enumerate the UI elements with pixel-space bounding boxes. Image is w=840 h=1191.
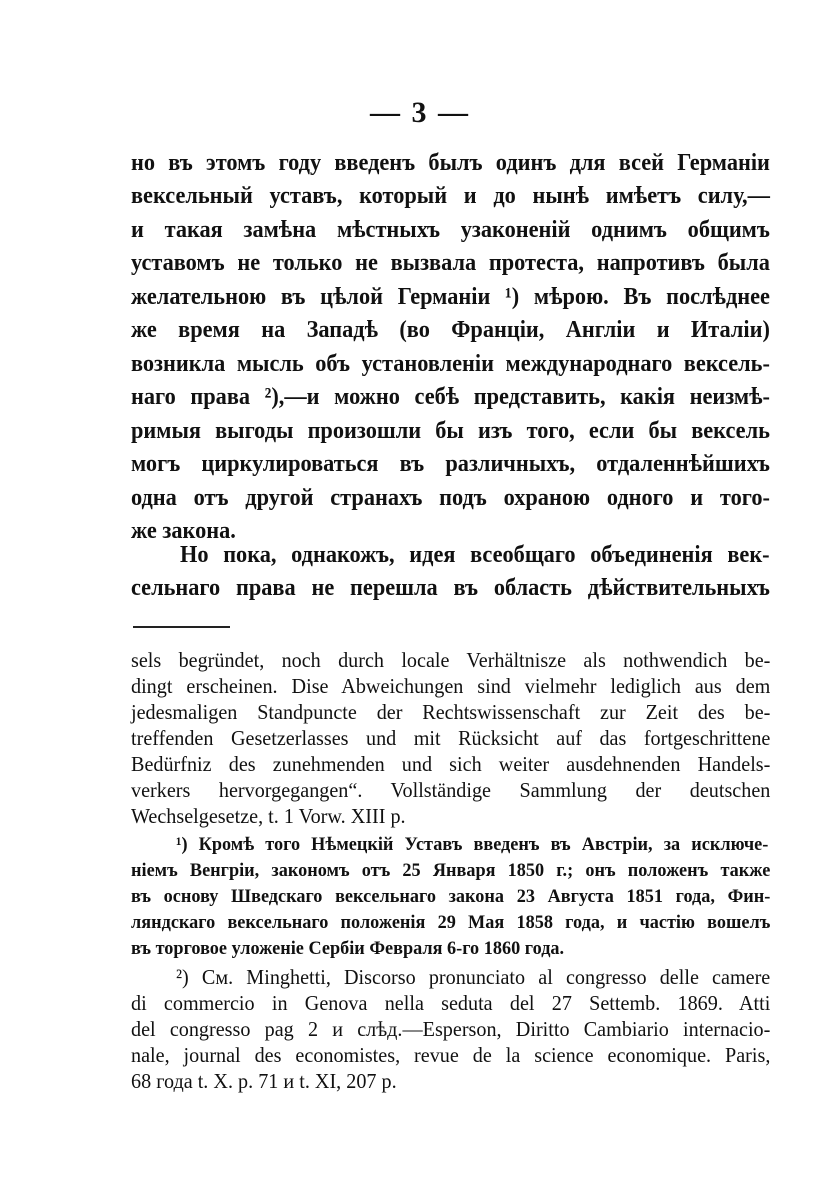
- footnote-line: Bedürfniz des zunehmenden und sich weiter ausdehnenden Handels-: [131, 752, 771, 776]
- text-line: вексельный уставъ, который и до нынѣ имѣетъ силу,—: [131, 183, 770, 209]
- footnote-line: ніемъ Венгріи, закономъ отъ 25 Января 1850 г.; онъ положенъ также: [131, 860, 771, 881]
- text-line: и такая замѣна мѣстныхъ узаконеній однимъ общимъ: [131, 217, 770, 243]
- text-line: могъ циркулироваться въ различныхъ, отдаленнѣйшихъ: [131, 451, 770, 477]
- footnote-line: treffenden Gesetzerlasses und mit Rücksicht auf das fortgeschrittene: [131, 726, 771, 750]
- text-line: одна отъ другой странахъ подъ охраною одного и того-: [131, 485, 770, 511]
- footnote-line: dingt erscheinen. Dise Abweichungen sind vielmehr lediglich aus dem: [131, 674, 771, 698]
- footnote-line: nale, journal des economistes, revue de la science economique. Paris,: [131, 1043, 771, 1067]
- footnote-divider: [133, 626, 230, 628]
- text-line: Но пока, однакожъ, идея всеобщаго объединенія век-: [180, 542, 770, 568]
- text-line: же время на Западѣ (во Франціи, Англіи и Италіи): [131, 317, 770, 343]
- text-line: желательною въ цѣлой Германіи ¹) мѣрою. Въ послѣднее: [131, 284, 770, 310]
- footnote-line: del congresso pag 2 и слѣд.—Esperson, Diritto Cambiario internacio-: [131, 1017, 771, 1041]
- footnote-line: въ торговое уложеніе Сербіи Февраля 6-го 1860 года.: [131, 938, 565, 959]
- text-line: римыя выгоды произошли бы изъ того, если бы вексель: [131, 418, 770, 444]
- footnote-line: di commercio in Genova nella seduta del 27 Settemb. 1869. Atti: [131, 991, 771, 1015]
- footnote-line: 68 года t. X. p. 71 и t. XI, 207 p.: [131, 1069, 397, 1093]
- text-line: но въ этомъ году введенъ былъ одинъ для всей Германіи: [131, 150, 770, 176]
- footnote-line: sels begründet, noch durch locale Verhältnisze als nothwendich be-: [131, 648, 771, 672]
- footnote-line: ¹) Кромѣ того Нѣмецкій Уставъ введенъ въ Австріи, за исключе-: [176, 834, 769, 855]
- footnote-line: ляндскаго вексельнаго положенія 29 Мая 1858 года, и частію вошелъ: [131, 912, 771, 933]
- text-line: возникла мысль объ установленіи международнаго вексель-: [131, 351, 770, 377]
- text-line: же закона.: [131, 518, 236, 544]
- text-line: наго права ²),—и можно себѣ представить, какія неизмѣ-: [131, 384, 770, 410]
- text-line: уставомъ не только не вызвала протеста, напротивъ была: [131, 250, 770, 276]
- footnote-line: ²) См. Minghetti, Discorso pronunciato al congresso delle camere: [176, 965, 771, 989]
- footnote-line: verkers hervorgegangen“. Vollständige Sammlung der deutschen: [131, 778, 771, 802]
- footnote-line: въ основу Шведскаго вексельнаго закона 23 Августа 1851 года, Фин-: [131, 886, 771, 907]
- text-line: сельнаго права не перешла въ область дѣйствительныхъ: [131, 575, 770, 601]
- footnote-line: jedesmaligen Standpuncte der Rechtswissenschaft zur Zeit des be-: [131, 700, 771, 724]
- footnote-line: Wechselgesetze, t. 1 Vorw. XIII p.: [131, 804, 406, 828]
- page-number: — 3 —: [370, 96, 470, 129]
